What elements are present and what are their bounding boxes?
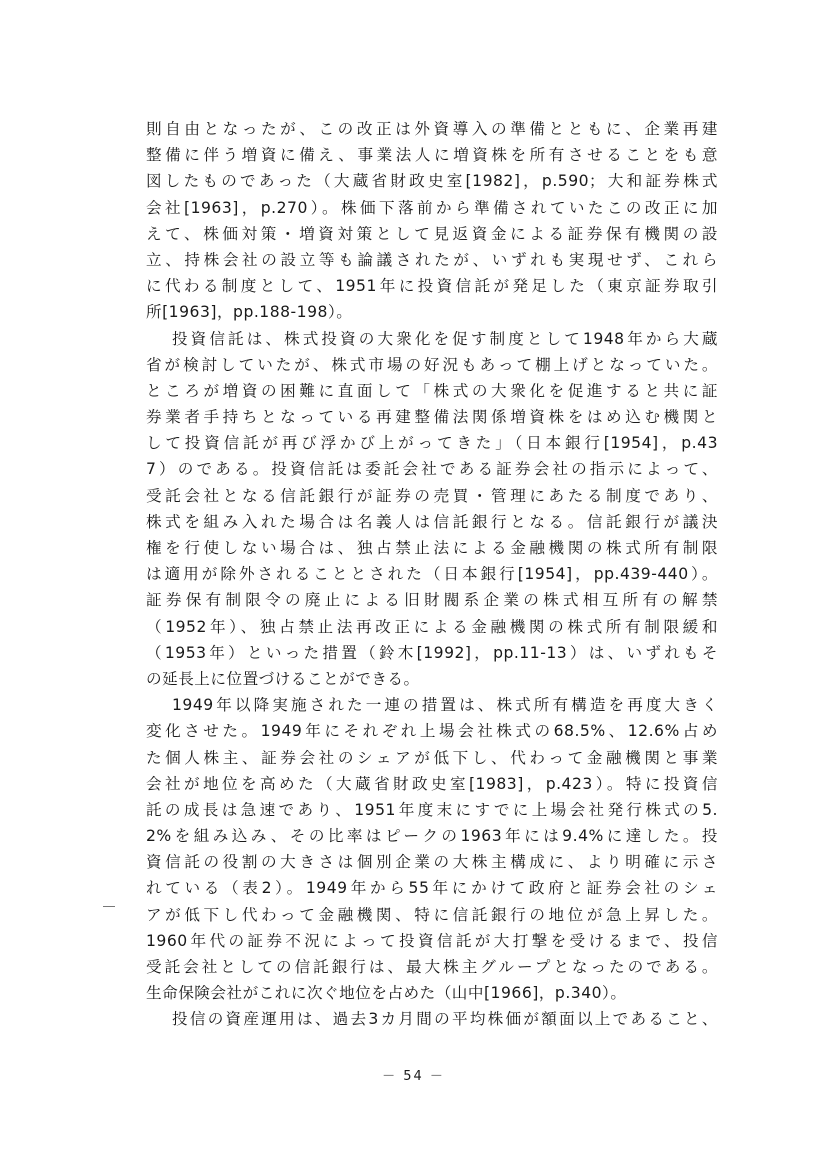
text-line: 権を行使しない場合は、独占禁止法による金融機関の株式所有制限 bbox=[146, 539, 718, 557]
text-line: 2%を組み込み、その比率はピークの1963年には9.4%に達した。投 bbox=[146, 827, 718, 846]
text-line: ところが増資の困難に直面して「株式の大衆化を促進すると共に証 bbox=[146, 381, 718, 400]
text-line: 会社が地位を高めた（大蔵省財政史室[1983]，p.423）。特に投資信 bbox=[146, 774, 718, 793]
text-line: 株式を組み入れた場合は名義人は信託銀行となる。信託銀行が議決 bbox=[146, 512, 718, 531]
text-line: 受託会社としての信託銀行は、最大株主グループとなったのである。 bbox=[146, 958, 718, 976]
text-line: れている（表2）。1949年から55年にかけて政府と証券会社のシェ bbox=[146, 879, 718, 898]
text-line: 投信の資産運用は、過去3カ月間の平均株価が額面以上であること、 bbox=[172, 1010, 718, 1029]
body-text bbox=[146, 116, 718, 1033]
text-line: 投資信託は、株式投資の大衆化を促す制度として1948年から大蔵 bbox=[172, 329, 718, 348]
text-line: 1960年代の証券不況によって投資信託が大打撃を受けるまで、投信 bbox=[146, 931, 718, 950]
text-line: 省が検討していたが、株式市場の好況もあって棚上げとなっていた。 bbox=[146, 355, 718, 374]
text-line: 所[1963]，pp.188-198）。 bbox=[146, 303, 353, 322]
text-line: 1949年以降実施された一連の措置は、株式所有構造を再度大きく bbox=[172, 696, 718, 715]
text-line: 変化させた。1949年にそれぞれ上場会社株式の68.5%、12.6%占め bbox=[146, 722, 718, 741]
text-line: 会社[1963]，p.270）。株価下落前から準備されていたこの改正に加 bbox=[146, 198, 718, 217]
text-line: 7）のである。投資信託は委託会社である証券会社の指示によって、 bbox=[146, 460, 718, 479]
text-line: して投資信託が再び浮かび上がってきた」（日本銀行[1954]，p.43 bbox=[146, 434, 718, 453]
text-line: は適用が除外されることとされた（日本銀行[1954]，pp.439-440）。 bbox=[146, 565, 718, 584]
text-line: 図したものであった（大蔵省財政史室[1982]，p.590；大和証券株式 bbox=[146, 172, 718, 191]
text-line: （1952年）、独占禁止法再改正による金融機関の株式所有制限緩和 bbox=[146, 617, 718, 636]
text-line: アが低下し代わって金融機関、特に信託銀行の地位が急上昇した。 bbox=[146, 905, 718, 924]
text-line: に代わる制度として、1951年に投資信託が発足した（東京証券取引 bbox=[146, 277, 718, 296]
text-line: 証券保有制限令の廃止による旧財閥系企業の株式相互所有の解禁 bbox=[146, 591, 718, 610]
text-line: 整備に伴う増資に備え、事業法人に増資株を所有させることをも意 bbox=[146, 146, 718, 165]
text-line: の延長上に位置づけることができる。 bbox=[146, 669, 420, 688]
text-line: 生命保険会社がこれに次ぐ地位を占めた（山中[1966]，p.340）。 bbox=[146, 984, 627, 1003]
text-line: 託の成長は急速であり、1951年度末にすでに上場会社発行株式の5. bbox=[146, 800, 718, 819]
text-line: た個人株主、証券会社のシェアが低下し、代わって金融機関と事業 bbox=[146, 748, 718, 767]
scan-mark bbox=[103, 906, 115, 907]
text-line: （1953年）といった措置（鈴木[1992]，pp.11-13）は、いずれもそ bbox=[146, 643, 718, 662]
text-line: 則自由となったが、この改正は外資導入の準備とともに、企業再建 bbox=[146, 120, 718, 138]
text-line: えて、株価対策・増資対策として見返資金による証券保有機関の設 bbox=[146, 224, 718, 243]
text-line: 券業者手持ちとなっている再建整備法関係増資株をはめ込む機関と bbox=[146, 408, 718, 427]
text-line: 立、持株会社の設立等も論議されたが、いずれも実現せず、これら bbox=[146, 250, 718, 269]
text-line: 資信託の役割の大きさは個別企業の大株主構成に、より明確に示さ bbox=[146, 853, 718, 872]
page-number: － 54 － bbox=[382, 1069, 445, 1084]
text-line: 受託会社となる信託銀行が証券の売買・管理にあたる制度であり、 bbox=[146, 486, 718, 505]
